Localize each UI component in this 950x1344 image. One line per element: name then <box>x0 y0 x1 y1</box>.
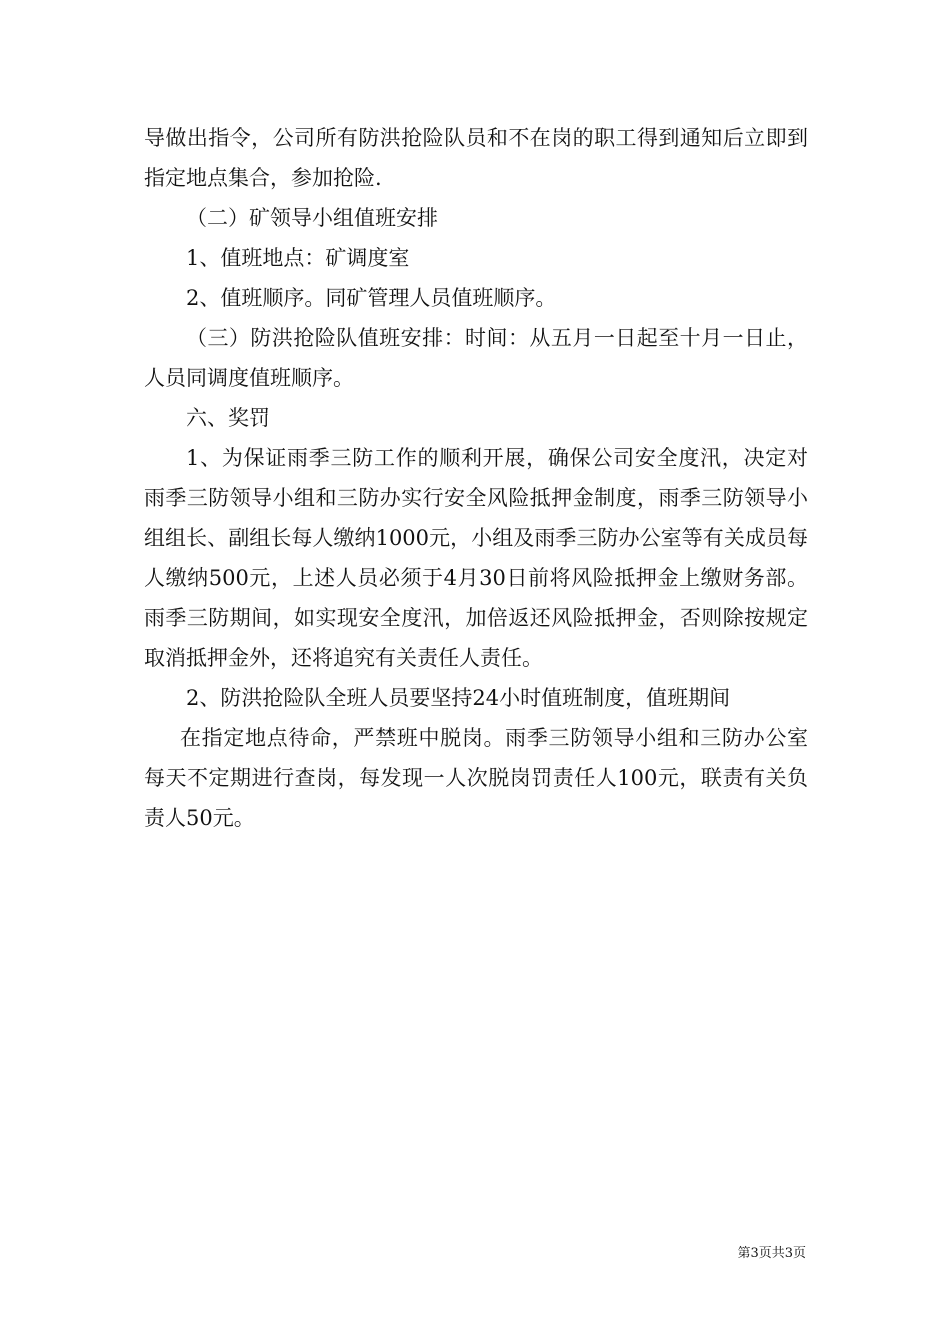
paragraph-continuation: 导做出指令，公司所有防洪抢险队员和不在岗的职工得到通知后立即到指定地点集合，参加抢险. <box>144 126 808 190</box>
paragraph-section-six-heading: 六、奖罚 <box>186 406 270 430</box>
paragraph-section-two-heading: （二）矿领导小组值班安排 <box>186 206 438 230</box>
paragraph-reward-item-two: 2、防洪抢险队全班人员要坚持24小时值班制度，值班期间 <box>186 686 731 710</box>
paragraph-reward-item-two-continued: 在指定地点待命，严禁班中脱岗。雨季三防领导小组和三防办公室每天不定期进行查岗，每发现一人次脱岗罚责任人100元，联责有关负责人50元。 <box>144 726 808 830</box>
paragraph-duty-location: 1、值班地点：矿调度室 <box>186 246 410 270</box>
paragraph-reward-item-one: 1、为保证雨季三防工作的顺利开展，确保公司安全度汛，决定对雨季三防领导小组和三防办实行安全风险抵押金制度，雨季三防领导小组组长、副组长每人缴纳1000元，小组及雨季三防办公室等有关成员每人缴纳500元，上述人员必须于4月30日前将风险抵押金上缴财务部。雨季三防期间，如实现安全度汛，加倍返还风险抵押金，否则除按规定取消抵押金外，还将追究有关责任人责任。 <box>144 446 808 670</box>
page-number-footer: 第3页共3页 <box>737 1246 806 1261</box>
paragraph-duty-order: 2、值班顺序。同矿管理人员值班顺序。 <box>186 286 557 310</box>
document-body <box>144 118 808 838</box>
paragraph-section-three: （三）防洪抢险队值班安排：时间：从五月一日起至十月一日止，人员同调度值班顺序。 <box>144 326 808 390</box>
